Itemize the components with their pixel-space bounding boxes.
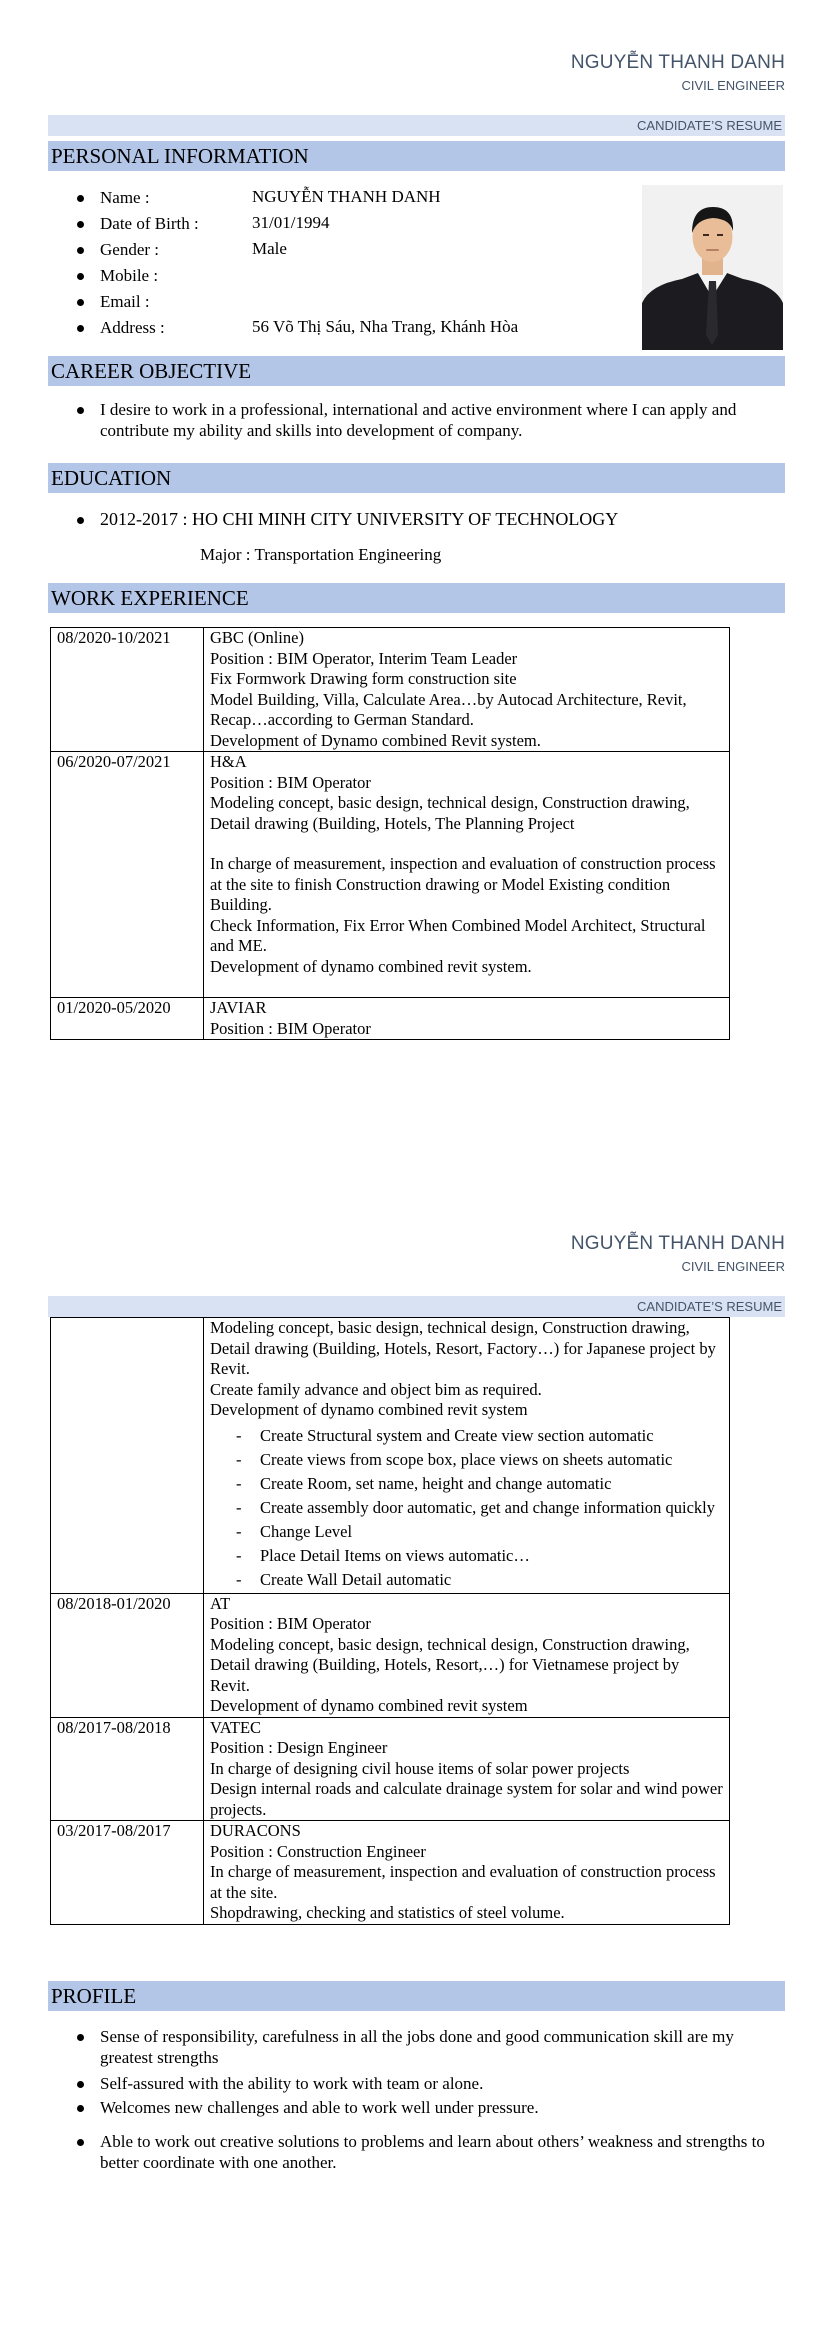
work-company: GBC (Online) <box>210 628 304 647</box>
table-row <box>51 752 730 998</box>
section-education: EDUCATION <box>48 463 785 493</box>
work-date: 03/2017-08/2017 <box>51 1821 204 1925</box>
list-item: - Change Level <box>210 1521 723 1542</box>
profile-item: Able to work out creative solutions to problems and learn about others’ weakness and strengths to better coordinate with one another. <box>100 2131 786 2173</box>
profile-item: Sense of responsibility, carefulness in all the jobs done and good communication skill are my greatest strengths <box>100 2026 786 2068</box>
profile-item: Welcomes new challenges and able to work well under pressure. <box>100 2097 786 2118</box>
section-career-objective: CAREER OBJECTIVE <box>48 356 785 386</box>
work-line: Position : BIM Operator <box>210 772 371 792</box>
candidate-title-header: CIVIL ENGINEER <box>681 78 785 93</box>
list-item: - Create assembly door automatic, get and change information quickly <box>210 1497 723 1518</box>
career-objective-text: I desire to work in a professional, international and active environment where I can apply and contribute my ability and skills into development of company. <box>100 399 786 441</box>
list-item: - Create views from scope box, place views on sheets automatic <box>210 1449 723 1470</box>
work-line: Model Building, Villa, Calculate Area…by Autocad Architecture, Revit, Recap…according to German Standard. <box>210 689 687 729</box>
work-line: Position : Construction Engineer <box>210 1841 426 1861</box>
candidate-name-header: NGUYỄN THANH DANH <box>570 1233 785 1254</box>
work-details <box>204 1717 730 1821</box>
section-personal-information: PERSONAL INFORMATION <box>48 141 785 171</box>
profile-photo <box>642 185 783 350</box>
work-line: Modeling concept, basic design, technical design, Construction drawing, Detail drawing (Building, Hotels, The Planning Project <box>210 793 690 833</box>
work-line: Development of dynamo combined revit system. <box>210 956 532 976</box>
work-experience-table-page1 <box>50 627 730 1040</box>
work-details <box>204 752 730 998</box>
work-details <box>204 628 730 752</box>
personal-gender-label: Gender : <box>100 240 160 259</box>
work-line: Create family advance and object bim as required. <box>210 1379 542 1399</box>
work-details <box>204 998 730 1040</box>
work-company: AT <box>210 1593 231 1613</box>
section-profile: PROFILE <box>48 1981 785 2011</box>
work-line: Position : Design Engineer <box>210 1738 388 1757</box>
work-company: VATEC <box>210 1717 262 1737</box>
resume-page-2 <box>0 1169 827 2338</box>
work-line: Position : BIM Operator <box>210 1614 371 1633</box>
list-item: - Create Structural system and Create view section automatic <box>210 1425 723 1446</box>
work-details <box>204 1318 730 1594</box>
work-line: Development of dynamo combined revit system <box>210 1400 528 1419</box>
education-entry: 2012-2017 : HO CHI MINH CITY UNIVERSITY OF TECHNOLOGY <box>100 509 619 529</box>
work-line: Development of dynamo combined revit system <box>210 1696 528 1715</box>
table-row <box>51 998 730 1040</box>
table-row <box>51 1318 730 1594</box>
table-row <box>51 1593 730 1717</box>
work-company: JAVIAR <box>210 998 267 1017</box>
paragraph-gap <box>210 977 723 997</box>
personal-mobile-label: Mobile : <box>100 266 159 285</box>
work-line: Modeling concept, basic design, technical design, Construction drawing, Detail drawing (Building, Hotels, Resort, Factory…) for Japanese project by Revit. <box>210 1318 716 1378</box>
work-line: In charge of measurement, inspection and evaluation of construction process at the site. <box>210 1862 716 1902</box>
personal-email-label: Email : <box>100 292 150 311</box>
work-line: Design internal roads and calculate drainage system for solar and wind power projects. <box>210 1779 723 1819</box>
work-date: 08/2018-01/2020 <box>51 1593 204 1717</box>
work-line: In charge of designing civil house items of solar power projects <box>210 1758 630 1778</box>
personal-dob-value: 31/01/1994 <box>252 213 330 232</box>
work-line: In charge of measurement, inspection and evaluation of construction process at the site to finish Construction drawing or Model Existing condition Building. <box>210 854 716 914</box>
personal-dob-label: Date of Birth : <box>100 214 199 233</box>
table-row <box>51 1717 730 1821</box>
work-line: Position : BIM Operator <box>210 1018 371 1038</box>
work-details <box>204 1821 730 1925</box>
personal-address-value: 56 Võ Thị Sáu, Nha Trang, Khánh Hòa <box>252 317 519 336</box>
work-date: 06/2020-07/2021 <box>51 752 204 998</box>
personal-gender-value: Male <box>252 239 287 258</box>
work-date: 08/2017-08/2018 <box>51 1717 204 1821</box>
personal-address-label: Address : <box>100 318 165 337</box>
section-work-experience: WORK EXPERIENCE <box>48 583 785 613</box>
work-line: Fix Formwork Drawing form construction site <box>210 669 517 688</box>
table-row <box>51 1821 730 1925</box>
work-line: Shopdrawing, checking and statistics of steel volume. <box>210 1903 565 1922</box>
work-date <box>51 1318 204 1594</box>
list-item: - Place Detail Items on views automatic… <box>210 1545 723 1566</box>
work-date: 08/2020-10/2021 <box>51 628 204 752</box>
work-company: H&A <box>210 752 247 771</box>
dynamo-task-list <box>210 1425 723 1590</box>
work-line: Position : BIM Operator, Interim Team Leader <box>210 648 518 668</box>
education-major: Major : Transportation Engineering <box>200 545 442 564</box>
list-item: - Create Wall Detail automatic <box>210 1569 723 1590</box>
personal-name-label: Name : <box>100 188 150 207</box>
work-line: Check Information, Fix Error When Combined Model Architect, Structural and ME. <box>210 915 706 955</box>
list-item: - Create Room, set name, height and change automatic <box>210 1473 723 1494</box>
table-row <box>51 628 730 752</box>
resume-header <box>571 52 785 93</box>
resume-banner: CANDIDATE’S RESUME <box>48 115 785 136</box>
candidate-name-header: NGUYỄN THANH DANH <box>570 52 785 73</box>
paragraph-gap <box>210 834 723 854</box>
resume-banner: CANDIDATE’S RESUME <box>48 1296 785 1317</box>
personal-name-value: NGUYỄN THANH DANH <box>252 187 441 206</box>
profile-item: Self-assured with the ability to work with team or alone. <box>100 2073 786 2094</box>
work-line: Modeling concept, basic design, technical design, Construction drawing, Detail drawing (Building, Hotels, Resort,…) for Vietnamese project by Revit. <box>210 1634 690 1695</box>
work-details <box>204 1593 730 1717</box>
work-date: 01/2020-05/2020 <box>51 998 204 1040</box>
work-line: Development of Dynamo combined Revit system. <box>210 730 541 750</box>
candidate-title-header: CIVIL ENGINEER <box>681 1259 785 1274</box>
work-company: DURACONS <box>210 1821 301 1840</box>
work-experience-table-page2 <box>50 1317 730 1925</box>
resume-header <box>571 1233 785 1274</box>
